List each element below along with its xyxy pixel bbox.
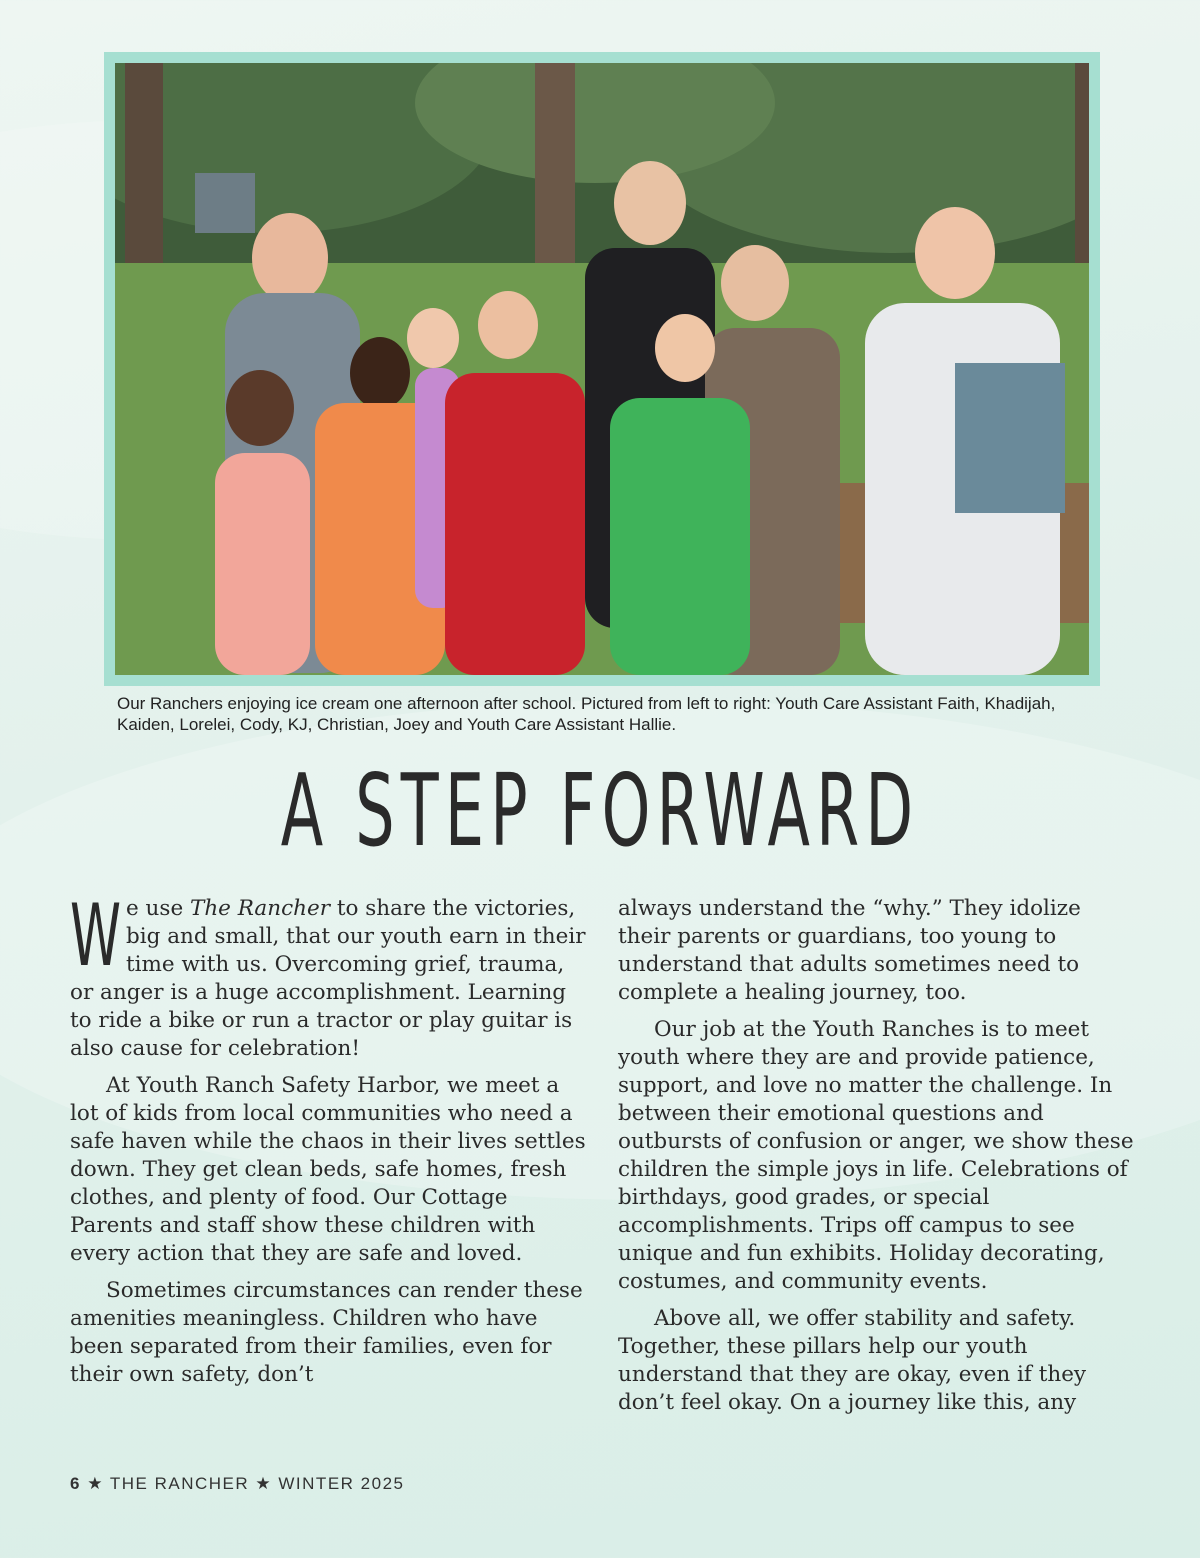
article-paragraph bbox=[70, 886, 588, 1063]
article-paragraph: Above all, we offer stability and safety. Together, these pillars help our youth understand that they are okay, even if they don’t feel okay. On a journey like this, any bbox=[618, 1306, 1087, 1415]
article-column-left bbox=[70, 886, 588, 1398]
photo-caption: Our Ranchers enjoying ice cream one afternoon after school. Pictured from left to right: Youth Care Assistant Faith, Khadijah, Kaiden, Lorelei, Cody, KJ, Christian, Joey and Youth Care Assistant Hallie. bbox=[117, 694, 1056, 734]
group-photo-illustration bbox=[115, 63, 1089, 675]
star-separator: ★ bbox=[255, 1474, 273, 1493]
page-footer bbox=[70, 1474, 404, 1494]
publication-name: The Rancher bbox=[190, 896, 330, 921]
star-separator: ★ bbox=[87, 1474, 104, 1493]
publication-name: THE RANCHER bbox=[109, 1474, 250, 1493]
article-paragraph: Our job at the Youth Ranches is to meet youth where they are and provide patience, support, and love no matter the challenge. In between their emotional questions and outbursts of confusion or anger, we show these children the simple joys in life. Celebrations of birthdays, good grades, or special accomplishments. Trips off campus to see unique and fun exhibits. Holiday decorating, costumes, and community events. bbox=[618, 1017, 1134, 1294]
article-title: A STEP FORWARD bbox=[280, 752, 920, 869]
article-paragraph: Sometimes circumstances can render these amenities meaningless. Children who have been separated from their families, even for their own safety, don’t bbox=[70, 1278, 583, 1387]
issue-date: WINTER 2025 bbox=[278, 1474, 405, 1493]
page-number: 6 bbox=[70, 1474, 81, 1493]
group-photo bbox=[115, 63, 1089, 675]
paragraph-text: e use bbox=[126, 896, 190, 921]
article-column-right bbox=[618, 895, 1136, 1426]
photo-frame bbox=[104, 52, 1100, 686]
paragraph-text: to share the victories, big and small, that our youth earn in their time with us. Overcoming grief, trauma, or anger is a huge accomplishment. Learning to ride a bike or run a tractor or play guitar is also cause for celebration! bbox=[70, 896, 586, 1061]
article-paragraph: At Youth Ranch Safety Harbor, we meet a lot of kids from local communities who need a safe haven while the chaos in their lives settles down. They get clean beds, safe homes, fresh clothes, and plenty of food. Our Cottage Parents and staff show these children with every action that they are safe and loved. bbox=[70, 1073, 586, 1266]
article-paragraph-continued: always understand the “why.” They idolize their parents or guardians, too young to understand that adults sometimes need to complete a healing journey, too. bbox=[618, 896, 1081, 1005]
drop-cap: W bbox=[70, 886, 122, 986]
